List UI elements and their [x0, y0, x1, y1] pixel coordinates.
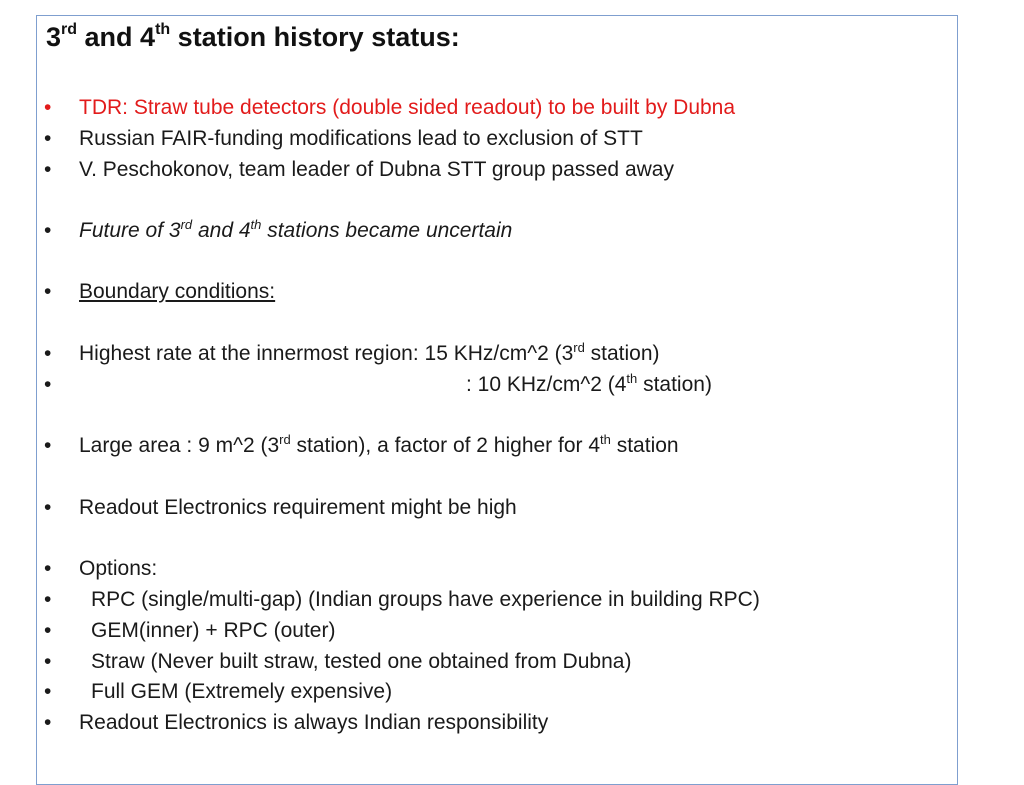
highest-rate-text: Highest rate at the innermost region: 15 KHz/cm^2 (3rd station) [79, 340, 660, 365]
bullet-icon: • [44, 496, 52, 519]
future-text: Future of 3rd and 4th stations became uncertain [79, 217, 513, 242]
bullet-icon: • [44, 127, 52, 150]
options-heading: Options: [79, 557, 158, 580]
bullet-icon: • [44, 373, 52, 396]
bullet-icon: • [44, 158, 52, 181]
option-full-gem-text: Full GEM (Extremely expensive) [91, 680, 393, 703]
bullet-icon: • [44, 619, 52, 642]
boundary-heading: Boundary conditions: [79, 280, 276, 303]
bullet-icon: • [44, 711, 52, 734]
option-straw-text: Straw (Never built straw, tested one obtained from Dubna) [91, 650, 632, 673]
option-rpc-text: RPC (single/multi-gap) (Indian groups have experience in building RPC) [91, 588, 760, 611]
peschokonov-text: V. Peschokonov, team leader of Dubna STT group passed away [79, 158, 674, 181]
readout-req-text: Readout Electronics requirement might be high [79, 496, 517, 519]
bullet-icon: • [44, 557, 52, 580]
bullet-icon: • [44, 588, 52, 611]
slide-title: 3rd and 4th station history status: [46, 21, 460, 52]
option-gem-rpc-text: GEM(inner) + RPC (outer) [91, 619, 336, 642]
rate-4th-text: : 10 KHz/cm^2 (4th station) [466, 371, 712, 396]
readout-resp-text: Readout Electronics is always Indian responsibility [79, 711, 549, 734]
large-area-text: Large area : 9 m^2 (3rd station), a factor of 2 higher for 4th station [79, 432, 679, 457]
tdr-text: TDR: Straw tube detectors (double sided readout) to be built by Dubna [79, 96, 736, 119]
bullet-icon: • [44, 650, 52, 673]
bullet-icon: • [44, 96, 52, 119]
bullet-icon: • [44, 680, 52, 703]
funding-text: Russian FAIR-funding modifications lead to exclusion of STT [79, 127, 643, 150]
bullet-icon: • [44, 219, 52, 242]
bullet-icon: • [44, 434, 52, 457]
bullet-icon: • [44, 280, 52, 303]
bullet-icon: • [44, 342, 52, 365]
